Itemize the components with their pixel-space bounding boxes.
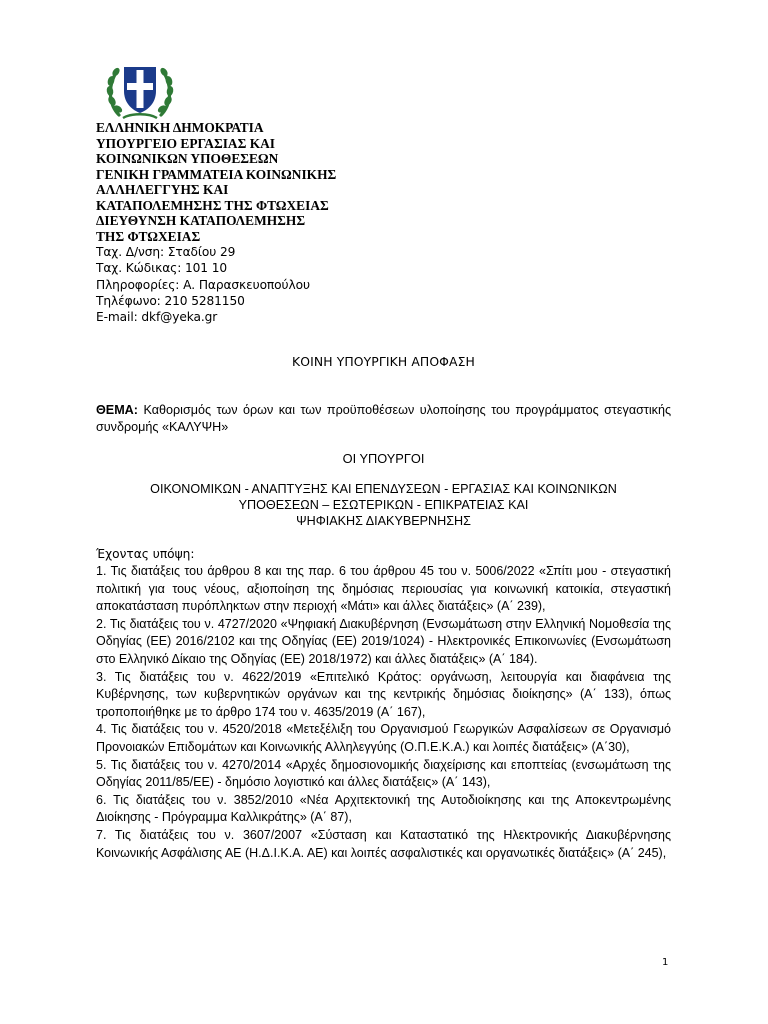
contact-block [96,244,416,325]
header-line: ΤΗΣ ΦΤΩΧΕΙΑΣ [96,228,201,244]
subject-text: Καθορισμός των όρων και των προϋποθέσεων υλοποίησης του προγράμματος στεγαστικής συνδρομής «ΚΑΛΥΨΗ» [96,403,672,434]
subject-paragraph [96,402,671,436]
header-line: ΑΛΛΗΛΕΓΓΥΗΣ ΚΑΙ [96,182,229,197]
header-line: ΕΛΛΗΝΙΚΗ ΔΗΜΟΚΡΑΤΙΑ [96,120,264,135]
page-number: 1 [662,957,669,968]
consideration-item: 2. Τις διατάξεις του ν. 4727/2020 «Ψηφιακή Διακυβέρνηση (Ενσωμάτωση στην Ελληνική Νομοθεσία της Οδηγίας (ΕΕ) 2016/2102 και της Οδηγίας (ΕΕ) 2019/1024) - Ηλεκτρονικές Επικοινωνίες (Ενσωμάτωση στο Ελληνικό Δίκαιο της Οδηγίας (ΕΕ) 2018/1972) και άλλες διατάξεις» (Α΄ 184). [96,616,671,666]
issuer-header [96,120,396,244]
consideration-item: 5. Τις διατάξεις του ν. 4270/2014 «Αρχές δημοσιονομικής διαχείρισης και εποπτείας (ενσωμάτωση της Οδηγίας 2011/85/ΕΕ) - δημόσιο λογιστικό και άλλες διατάξεις» (Α΄ 143), [96,757,671,790]
considerations-intro: Έχοντας υπόψη: [96,547,195,561]
address-line: Ταχ. Δ/νση: Σταδίου 29 [96,245,236,259]
ministries-line: ΨΗΦΙΑΚΗΣ ΔΙΑΚΥΒΕΡΝΗΣΗΣ [296,514,471,529]
considerations-section [96,546,671,862]
consideration-item: 7. Τις διατάξεις του ν. 3607/2007 «Σύσταση και Καταστατικό της Ηλεκτρονικής Διακυβέρνησης Κοινωνικής Ασφάλισης ΑΕ (Η.Δ.Ι.Κ.Α. ΑΕ) και λοιπές ασφαλιστικές και οργανωτικές διατάξεις» (Α΄ 245), [96,827,671,860]
header-line: ΚΑΤΑΠΟΛΕΜΗΣΗΣ ΤΗΣ ΦΤΩΧΕΙΑΣ [96,197,329,213]
ministries-list [96,481,671,530]
greek-coat-of-arms-icon [105,57,175,123]
ministries-line: ΟΙΚΟΝΟΜΙΚΩΝ - ΑΝΑΠΤΥΞΗΣ ΚΑΙ ΕΠΕΝΔΥΣΕΩΝ - ΕΡΓΑΣΙΑΣ ΚΑΙ ΚΟΙΝΩΝΙΚΩΝ [150,482,617,496]
ministries-line: ΥΠΟΘΕΣΕΩΝ – ΕΣΩΤΕΡΙΚΩΝ - ΕΠΙΚΡΑΤΕΙΑΣ ΚΑΙ [238,498,529,513]
consideration-item: 4. Τις διατάξεις του ν. 4520/2018 «Μετεξέλιξη του Οργανισμού Γεωργικών Ασφαλίσεων σε Οργανισμό Προνοιακών Επιδομάτων και Κοινωνικής Αλληλεγγύης (Ο.Π.Ε.Κ.Α.) και λοιπές διατάξεις» (Α΄30), [96,722,671,754]
header-line: ΔΙΕΥΘΥΝΣΗ ΚΑΤΑΠΟΛΕΜΗΣΗΣ [96,213,306,228]
document-title: ΚΟΙΝΗ ΥΠΟΥΡΓΙΚΗ ΑΠΟΦΑΣΗ [292,354,475,369]
header-line: ΚΟΙΝΩΝΙΚΩΝ ΥΠΟΘΕΣΕΩΝ [96,151,279,166]
subject-label: ΘΕΜΑ: [96,403,138,417]
consideration-item: 1. Τις διατάξεις του άρθρου 8 και της παρ. 6 του άρθρου 45 του ν. 5006/2022 «Σπίτι μου - στεγαστική πολιτική για τους νέους, αξιοποίηση της δημόσιας περιουσίας για κοινωνική κατοικία, στεγαστική αποκατάσταση πυρόπληκτων στην περιοχή «Μάτι» και άλλες διατάξεις» (Α΄ 239), [96,564,671,614]
info-line: Πληροφορίες: Α. Παρασκευοπούλου [96,277,310,292]
consideration-item: 3. Τις διατάξεις του ν. 4622/2019 «Επιτελικό Κράτος: οργάνωση, λειτουργία και διαφάνεια της Κυβέρνησης, των κυβερνητικών οργάνων και της κεντρικής δημόσιας διοίκησης» (Α΄ 133), όπως τροποποιήθηκε με το άρθρο 174 του ν. 4635/2019 (Α΄ 167), [96,669,671,719]
email-line: E-mail: dkf@yeka.gr [96,310,218,325]
consideration-item: 6. Τις διατάξεις του ν. 3852/2010 «Νέα Αρχιτεκτονική της Αυτοδιοίκησης και της Αποκεντρωμένης Διοίκησης - Πρόγραμμα Καλλικράτης» (Α΄ 87), [96,792,671,825]
ministers-heading: ΟΙ ΥΠΟΥΡΓΟΙ [342,451,425,466]
header-line: ΓΕΝΙΚΗ ΓΡΑΜΜΑΤΕΙΑ ΚΟΙΝΩΝΙΚΗΣ [96,166,337,182]
postcode-line: Ταχ. Κώδικας: 101 10 [96,261,228,276]
header-line: ΥΠΟΥΡΓΕΙΟ ΕΡΓΑΣΙΑΣ ΚΑΙ [96,135,276,151]
phone-line: Τηλέφωνο: 210 5281150 [96,293,245,308]
